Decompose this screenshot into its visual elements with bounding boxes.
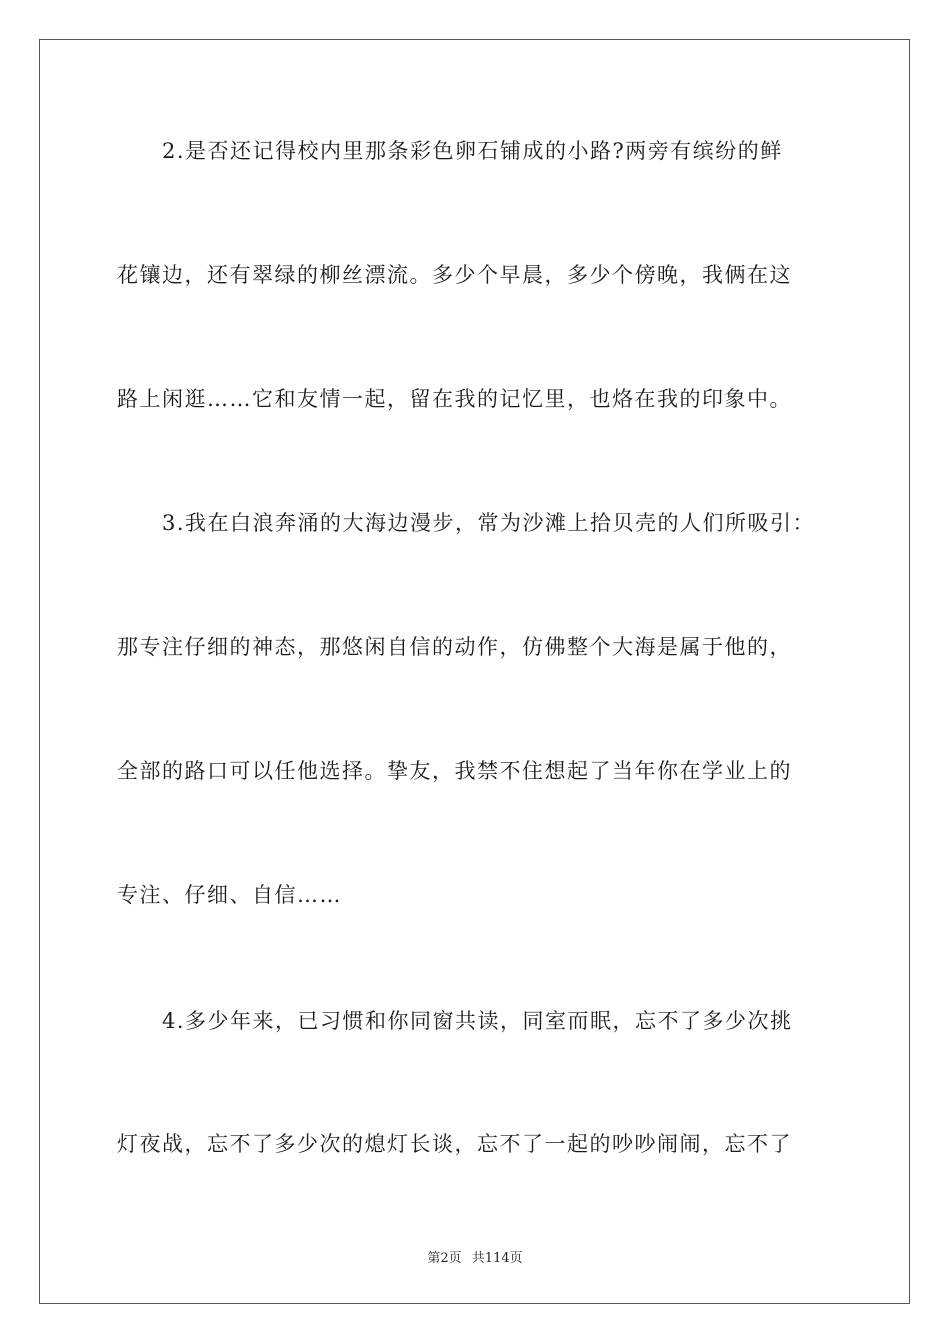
paragraph-4-line-2: 灯夜战，忘不了多少次的熄灯长谈，忘不了一起的吵吵闹闹，忘不了 [117,1132,792,1156]
page-number: 第2页 [427,1251,462,1266]
paragraph-4-line-1: 4.多少年来，已习惯和你同窗共读，同室而眠，忘不了多少次挑 [162,1009,793,1033]
paragraph-3-line-1: 3.我在白浪奔涌的大海边漫步，常为沙滩上拾贝壳的人们所吸引： [162,511,816,535]
paragraph-2-line-1: 2.是否还记得校内里那条彩色卵石铺成的小路?两旁有缤纷的鲜 [162,139,783,163]
total-pages: 共114页 [471,1251,523,1266]
paragraph-2-line-2: 花镶边，还有翠绿的柳丝漂流。多少个早晨，多少个傍晚，我俩在这 [117,263,792,287]
paragraph-3-line-3: 全部的路口可以任他选择。挚友，我禁不住想起了当年你在学业上的 [117,759,792,783]
paragraph-3-line-2: 那专注仔细的神态，那悠闲自信的动作，仿佛整个大海是属于他的， [117,635,792,659]
page-footer [0,1247,950,1266]
paragraph-2-line-3: 路上闲逛……它和友情一起，留在我的记忆里，也烙在我的印象中。 [117,387,792,411]
paragraph-3-line-4: 专注、仔细、自信…… [117,883,342,907]
page-frame [39,39,910,1304]
